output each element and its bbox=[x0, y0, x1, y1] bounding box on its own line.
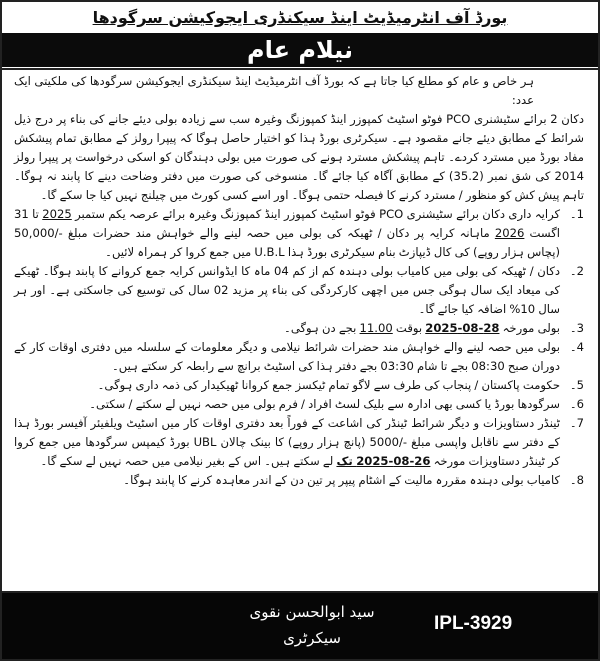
start-year: 2025 bbox=[42, 207, 72, 221]
text-part: ٹینڈر دستاویزات و دیگر شرائط ٹینڈر کی اشاعت کے فوراً بعد دفتری اوقات کار میں اسٹیٹ ویلفیئر آفیسر بورڈ ہذا کے دفتر سے ناقابل واپسی مبلغ -/5000 (پانچ ہزار روپے) کا بینک چالان UBL بورڈ کیمپس سرگودھا میں جمع کروا کر ٹینڈر دستاویزات مورخہ bbox=[14, 416, 560, 468]
text-part: ماہانہ کرایہ پر دکان / ٹھیکہ کی بولی میں حصہ لینے والے خواہش مند حضرات مبلغ -/50,000 (پچاس ہزار روپے) کی کال ڈیپازٹ بنام سیکرٹری بورڈ ہذا U.B.L میں جمع کروا کر ہمراہ لائیں۔ bbox=[14, 226, 560, 259]
item-number: 2۔ bbox=[569, 264, 584, 278]
item-text: حکومت پاکستان / پنجاب کی طرف سے لاگو تمام ٹیکسز جمع کروانا ٹھیکیدار کی ذمہ داری ہوگی۔ bbox=[97, 378, 560, 392]
item-number: 5۔ bbox=[569, 378, 584, 392]
auction-date: 28-08-2025 bbox=[425, 321, 500, 335]
text-part: بوقت bbox=[392, 321, 426, 335]
intro-paragraph bbox=[14, 72, 584, 205]
text-part: بولی مورخہ bbox=[499, 321, 560, 335]
item-text: سرگودھا بورڈ یا کسی بھی ادارہ سے بلیک لسٹ افراد / فرم بولی میں حصہ نہیں لے سکتے / سکتی۔ bbox=[89, 397, 560, 411]
condition-item-7 bbox=[14, 414, 584, 471]
intro-first-line: ہر خاص و عام کو مطلع کیا جاتا ہے کہ بورڈ آف انٹرمیڈیٹ اینڈ سیکنڈری ایجوکیشن سرگودھا کی ملکیتی ایک عدد: bbox=[14, 74, 534, 107]
item-number: 1۔ bbox=[569, 207, 584, 221]
end-year: 2026 bbox=[494, 226, 525, 240]
condition-item-8 bbox=[14, 471, 584, 490]
footer bbox=[2, 593, 598, 659]
text-part: کرایہ داری دکان برائے سٹیشنری PCO فوٹو اسٹیٹ کمپوزر اینڈ کمپوزنگ وغیرہ برائے عرصہ یکم ستمبر bbox=[71, 207, 560, 221]
ad-code: IPL-3929 bbox=[434, 613, 513, 634]
item-number: 6۔ bbox=[569, 397, 584, 411]
condition-item-6 bbox=[14, 395, 584, 414]
signatory-title: سیکرٹری bbox=[283, 629, 341, 647]
auction-time: 11.00 bbox=[359, 321, 393, 335]
condition-item-1 bbox=[14, 205, 584, 262]
item-number: 4۔ bbox=[569, 340, 584, 354]
item-number: 3۔ bbox=[569, 321, 584, 335]
item-text: بولی میں حصہ لینے والے خواہش مند حضرات شرائط نیلامی و دیگر معلومات کے سلسلہ میں دفتری اوقات کار کے دوران صبح 08:30 بجے تا شام 03:30 بجے دفتر ہذا کی اسٹیٹ برانچ سے رابطہ کر سکتے ہیں۔ bbox=[14, 340, 560, 373]
text-part: بجے دن ہوگی۔ bbox=[284, 321, 360, 335]
document-deadline: 26-08-2025 تک bbox=[336, 454, 431, 468]
item-number: 7۔ bbox=[569, 416, 584, 430]
item-number: 8۔ bbox=[569, 473, 584, 487]
condition-item-5 bbox=[14, 376, 584, 395]
notice-body bbox=[2, 68, 598, 593]
item-text bbox=[14, 205, 560, 262]
signature-block bbox=[217, 599, 407, 651]
item-text bbox=[14, 319, 560, 338]
intro-text: دکان 2 برائے سٹیشنری PCO فوٹو اسٹیٹ کمپوزر اینڈ کمپوزنگ وغیرہ سب سے زیادہ بولی دیئے جانے کی بناء پر درج ذیل شرائط کے مطابق دیئے جانے مقصود ہے۔ سیکرٹری بورڈ ہذا کو اختیار حاصل ہوگا کہ پیپرا رولز کے مطابق تمام پیشکش مفاد بورڈ میں مسترد کردے۔ تاہم پیشکش مسترد ہونے کی صورت میں بولی دہندگان کو اسکی درخواست پر پیپرا رولز 2014 کی شق نمبر (35.2) کے مطابق آگاہ کیا جائے گا۔ منسوخی کی صورت میں دفتر وضاحت دینے کا پابند نہ ہوگا۔ تاہم پیش کش کو منظور / مسترد کرنے کا فیصلہ حتمی ہوگا۔ اور اسے کسی کورٹ میں چیلنج نہیں کیا جا سکے گا۔ bbox=[14, 112, 584, 202]
item-text: کامیاب بولی دہندہ مقررہ مالیت کے اشٹام پیپر پر تین دن کے اندر معاہدہ کرنے کا پابند ہوگا۔ bbox=[123, 473, 560, 487]
condition-item-3 bbox=[14, 319, 584, 338]
item-text bbox=[14, 414, 560, 471]
organization-title: بورڈ آف انٹرمیڈیٹ اینڈ سیکنڈری ایجوکیشن سرگودھا bbox=[92, 8, 508, 27]
text-part: لے سکتے ہیں۔ اس کے بغیر نیلامی میں حصہ نہیں لے سکے گا۔ bbox=[40, 454, 337, 468]
signatory-name: سید ابوالحسن نقوی bbox=[249, 603, 375, 621]
condition-item-2 bbox=[14, 262, 584, 319]
notice-banner: نیلام عام bbox=[2, 33, 598, 67]
condition-item-4 bbox=[14, 338, 584, 376]
text-part: تا 31 اگست bbox=[14, 207, 560, 240]
item-text: دکان / ٹھیکہ کی بولی میں کامیاب بولی دہندہ کم از کم 04 ماہ کا ایڈوانس کرایہ جمع کروانے کا پابند ہوگا۔ ٹھیکے کی میعاد ایک سال ہوگی جس میں اچھی کارکردگی کی بناء پر مزید 02 سال کی توسیع کی جاسکتی ہے۔ اور ہر سال 10% اضافہ کیا جائے گا۔ bbox=[14, 264, 560, 316]
